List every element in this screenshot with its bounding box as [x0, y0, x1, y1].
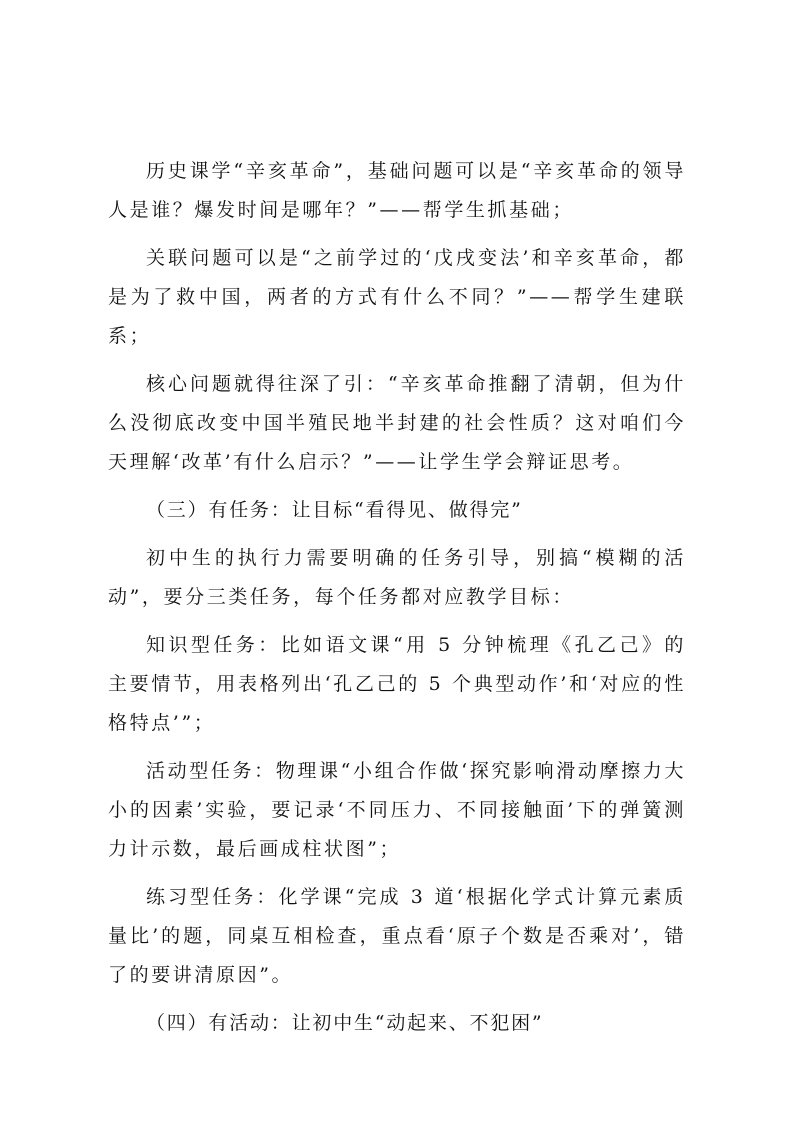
document-body [108, 152, 686, 1052]
paragraph-history-core-question: 核心问题就得往深了引：“辛亥革命推翻了清朝，但为什么没彻底改变中国半殖民地半封建的社会性质？这对咱们今天理解‘改革’有什么启示？”——让学生学会辩证思考。 [108, 373, 686, 473]
paragraph-practice-task: 练习型任务：化学课“完成 3 道‘根据化学式计算元素质量比’的题，同桌互相检查，重点看‘原子个数是否乘对’，错了的要讲清原因”。 [108, 886, 686, 986]
paragraph-history-basic-question: 历史课学“辛亥革命”，基础问题可以是“辛亥革命的领导人是谁？爆发时间是哪年？”——帮学生抓基础； [108, 160, 686, 221]
paragraph-task-intro: 初中生的执行力需要明确的任务引导，别搞“模糊的活动”，要分三类任务，每个任务都对应教学目标： [108, 547, 686, 608]
paragraph-activity-task: 活动型任务：物理课“小组合作做‘探究影响滑动摩擦力大小的因素’实验，要记录‘不同压力、不同接触面’下的弹簧测力计示数，最后画成柱状图”； [108, 760, 686, 860]
paragraph-knowledge-task: 知识型任务：比如语文课“用 5 分钟梳理《孔乙己》的主要情节，用表格列出‘孔乙己的 5 个典型动作’和‘对应的性格特点’”； [108, 634, 686, 734]
section-heading-tasks: （三）有任务：让目标“看得见、做得完” [146, 499, 523, 521]
paragraph-history-related-question: 关联问题可以是“之前学过的‘戊戌变法’和辛亥革命，都是为了救中国，两者的方式有什么不同？”——帮学生建联系； [108, 247, 686, 347]
section-heading-activities: （四）有活动：让初中生“动起来、不犯困” [146, 1012, 544, 1034]
